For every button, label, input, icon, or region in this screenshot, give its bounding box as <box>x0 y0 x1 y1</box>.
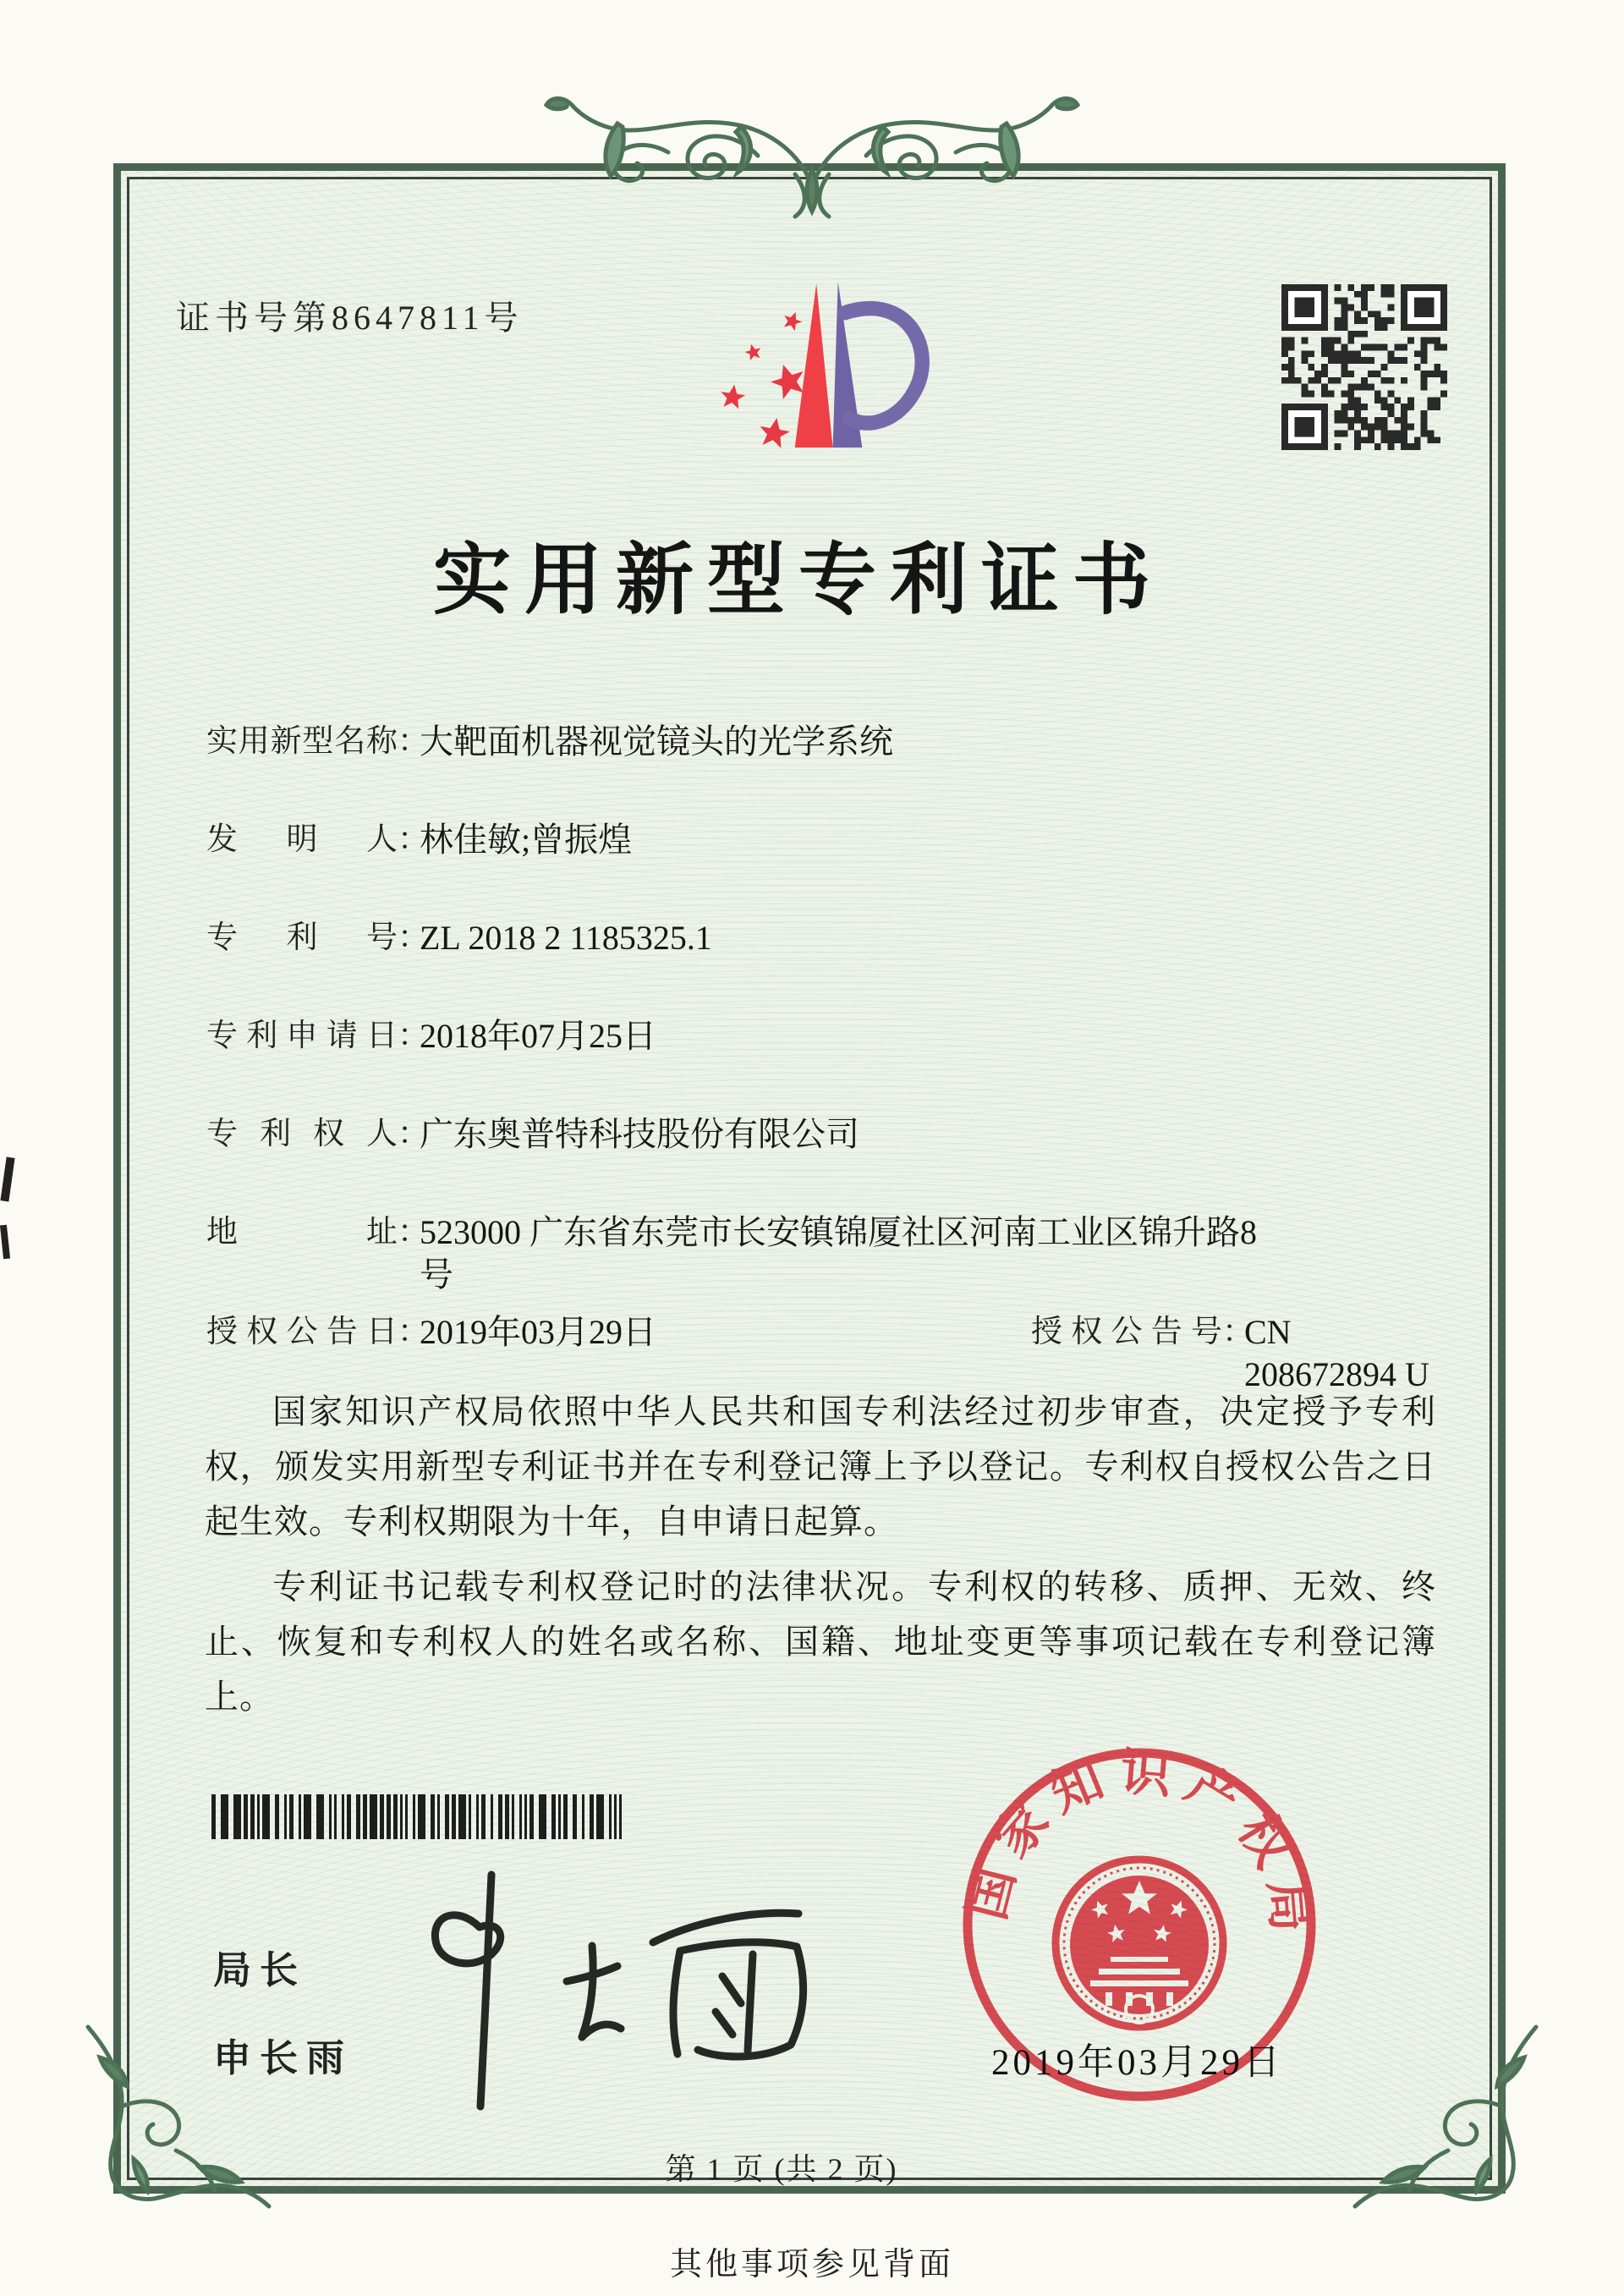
field-label: 地址 <box>206 1215 398 1250</box>
field-row-utility-name <box>206 721 893 763</box>
field-label: 专利号 <box>206 920 398 955</box>
seal-national-emblem <box>1056 1859 1223 2027</box>
commissioner-title: 局长 <box>213 1949 307 1991</box>
legal-paragraph-1: 国家知识产权局依照中华人民共和国专利法经过初步审查，决定授予专利权，颁发实用新型专利证书并在专利登记簿上予以登记。专利权自授权公告之日起生效。专利权期限为十年，自申请日起算。 <box>205 1392 1436 1541</box>
field-label: 发明人 <box>206 822 398 857</box>
field-row-grant <box>206 1311 1441 1393</box>
field-label: 授权公告日 <box>206 1315 398 1349</box>
legal-paragraph-2: 专利证书记载专利权登记时的法律状况。专利权的转移、质押、无效、终止、恢复和专利权人的姓名或名称、国籍、地址变更等事项记载在专利登记簿上。 <box>205 1568 1436 1716</box>
field-colon: ： <box>1222 1315 1254 1349</box>
seal-date: 2019年03月29日 <box>991 2043 1283 2083</box>
field-colon: ： <box>398 1117 429 1151</box>
field-colon: ： <box>398 1019 429 1053</box>
field-value: 广东奥普特科技股份有限公司 <box>420 1115 859 1153</box>
certificate-title: 实用新型专利证书 <box>432 537 1164 623</box>
barcode <box>211 1794 626 1839</box>
field-value: 2018年07月25日 <box>420 1017 656 1055</box>
back-side-note: 其他事项参见背面 <box>669 2247 954 2282</box>
grant-publication-group <box>1031 1311 1441 1396</box>
grant-date-value: 2019年03月29日 <box>420 1313 656 1351</box>
field-colon: ： <box>398 1315 429 1349</box>
field-label: 专利权人 <box>206 1117 398 1151</box>
seal-ring-text: 国家知识产权局 <box>958 1744 1320 1946</box>
field-row-inventors <box>206 819 632 861</box>
certificate-number: 证书号第8647811号 <box>176 299 524 337</box>
commissioner-name: 申长雨 <box>213 2037 354 2079</box>
page-number: 第 1 页 (共 2 页) <box>665 2152 898 2186</box>
field-row-filing-date <box>206 1015 656 1057</box>
field-label: 授权公告号 <box>1031 1315 1222 1349</box>
field-label: 专利申请日 <box>206 1019 398 1053</box>
field-colon: ： <box>398 1215 429 1250</box>
field-colon: ： <box>398 822 429 857</box>
commissioner-signature <box>399 1861 873 2123</box>
qr-code <box>1281 284 1447 450</box>
field-colon: ： <box>398 920 429 955</box>
field-row-address <box>206 1211 1278 1296</box>
logo-red-wedge <box>795 283 833 448</box>
field-row-patentee <box>206 1113 859 1156</box>
cnipa-logo <box>688 269 930 460</box>
field-colon: ： <box>398 724 429 759</box>
logo-stars <box>719 309 809 449</box>
field-value: 大靶面机器视觉镜头的光学系统 <box>420 722 893 761</box>
field-value: ZL 2018 2 1185325.1 <box>420 919 712 957</box>
field-value: 523000 广东省东莞市长安镇锦厦社区河南工业区锦升路8号 <box>420 1213 1257 1294</box>
field-row-patent-number <box>206 917 712 959</box>
field-label: 实用新型名称 <box>206 724 398 759</box>
scan-artifact <box>0 1225 10 1260</box>
logo-p-bowl <box>845 309 922 423</box>
scan-artifact <box>0 1157 14 1202</box>
field-value: 林佳敏;曾振煌 <box>420 821 633 859</box>
grant-publication-number: CN 208672894 U <box>1244 1313 1429 1393</box>
